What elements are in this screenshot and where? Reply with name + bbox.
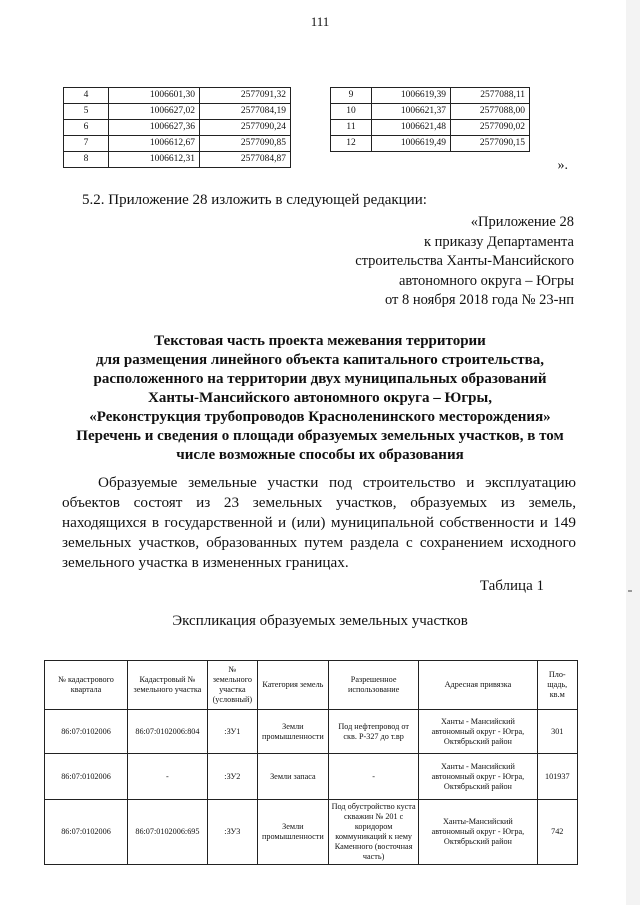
col-header: Адресная привязка <box>419 661 537 710</box>
coord-x: 1006612,31 <box>109 152 200 168</box>
table-cell: - <box>328 754 418 800</box>
coord-x: 1006619,49 <box>372 136 451 152</box>
point-number: 12 <box>331 136 372 152</box>
table-row <box>45 710 578 754</box>
table-header-row <box>45 661 578 710</box>
point-number: 5 <box>64 104 109 120</box>
appendix-header <box>254 213 574 311</box>
table-row <box>64 88 291 104</box>
table-row <box>64 136 291 152</box>
appendix-line: «Приложение 28 <box>470 214 574 230</box>
appendix-line: автономного округа – Югры <box>398 272 574 289</box>
table-row <box>45 800 578 865</box>
table-cell: :ЗУ3 <box>207 800 257 865</box>
title-line: для размещения линейного объекта капитального строительства, <box>96 352 544 368</box>
table-caption: Экспликация образуемых земельных участков <box>172 613 468 629</box>
title-line: расположенного на территории двух муниципальных образований <box>93 371 547 387</box>
title-line: Текстовая часть проекта межевания территории <box>154 333 486 349</box>
coord-x: 1006627,36 <box>109 120 200 136</box>
col-header: № кадастрового квартала <box>45 661 128 710</box>
table-cell: Ханты - Мансийский автономный округ - Югра, Октябрьский район <box>419 754 537 800</box>
document-title <box>20 332 620 427</box>
table-cell: Земли промышленности <box>257 800 328 865</box>
table-cell: Под нефтепровод от скв. Р-327 до т.вр <box>328 710 418 754</box>
coord-y: 2577088,00 <box>451 104 530 120</box>
table-row <box>331 104 530 120</box>
coord-x: 1006621,48 <box>372 120 451 136</box>
appendix-line: от 8 ноября 2018 года № 23-нп <box>384 292 574 308</box>
title-line: Ханты-Мансийского автономного округа – Югры, <box>148 390 492 406</box>
table-row <box>64 104 291 120</box>
col-header: Разрешенное использование <box>328 661 418 710</box>
table-cell: 742 <box>537 800 578 865</box>
col-header: Кадастровый № земельного участка <box>128 661 208 710</box>
section-heading <box>20 427 620 465</box>
heading-line: числе возможные способы их образования <box>176 447 464 463</box>
page-number: 111 <box>310 14 330 29</box>
table-row <box>64 152 291 168</box>
col-header: Пло-щадь, кв.м <box>537 661 578 710</box>
closing-quote: ». <box>557 158 568 173</box>
table-cell: Земли промышленности <box>257 710 328 754</box>
table-cell: 86:07:0102006 <box>45 710 128 754</box>
table-cell: Ханты - Мансийский автономный округ - Югра, Октябрьский район <box>419 710 537 754</box>
coord-y: 2577091,32 <box>200 88 291 104</box>
col-header: Категория земель <box>257 661 328 710</box>
table-row <box>45 754 578 800</box>
body-paragraph: Образуемые земельные участки под строительство и эксплуатацию объектов состоят из 23 земельных участков, образуемых из земель, находящихся в государственной и (или) муниципальной собственности и 149 земельных участков, образованных путем раздела с сохранением исходного земельного участка в измененных границах. <box>62 474 576 571</box>
clause-5-2: 5.2. Приложение 28 изложить в следующей редакции: <box>82 192 427 208</box>
appendix-line: строительства Ханты-Мансийского <box>355 253 574 269</box>
heading-line: Перечень и сведения о площади образуемых земельных участков, в том <box>76 428 564 444</box>
table-row <box>331 136 530 152</box>
coord-y: 2577090,85 <box>200 136 291 152</box>
coord-x: 1006627,02 <box>109 104 200 120</box>
col-header: № земельного участка (условный) <box>207 661 257 710</box>
table-cell: 86:07:0102006 <box>45 754 128 800</box>
coord-y: 2577090,24 <box>200 120 291 136</box>
coord-x: 1006601,30 <box>109 88 200 104</box>
coord-x: 1006621,37 <box>372 104 451 120</box>
table-cell: Ханты-Мансийский автономный округ - Югра, Октябрьский район <box>419 800 537 865</box>
table-row <box>331 88 530 104</box>
table-cell: - <box>128 754 208 800</box>
point-number: 4 <box>64 88 109 104</box>
explication-table <box>44 660 578 865</box>
scan-edge-mark <box>628 590 632 592</box>
table-row <box>64 120 291 136</box>
point-number: 11 <box>331 120 372 136</box>
point-number: 7 <box>64 136 109 152</box>
coord-y: 2577088,11 <box>451 88 530 104</box>
coord-y: 2577084,19 <box>200 104 291 120</box>
point-number: 6 <box>64 120 109 136</box>
coord-y: 2577090,15 <box>451 136 530 152</box>
scan-edge-strip <box>626 0 640 905</box>
appendix-line: к приказу Департамента <box>423 233 574 250</box>
point-number: 10 <box>331 104 372 120</box>
table-cell: Земли запаса <box>257 754 328 800</box>
table-cell: 86:07:0102006:695 <box>128 800 208 865</box>
coordinates-table-right <box>330 87 530 152</box>
coord-y: 2577090,02 <box>451 120 530 136</box>
coord-y: 2577084,87 <box>200 152 291 168</box>
coord-x: 1006619,39 <box>372 88 451 104</box>
table-cell: 86:07:0102006:804 <box>128 710 208 754</box>
title-line: «Реконструкция трубопроводов Красноленинского месторождения» <box>89 409 551 425</box>
point-number: 9 <box>331 88 372 104</box>
table-cell: Под обустройство куста скважин № 201 с коридором коммуникаций к нему Каменного (восточная часть) <box>328 800 418 865</box>
table-label: Таблица 1 <box>479 578 544 594</box>
table-cell: 301 <box>537 710 578 754</box>
point-number: 8 <box>64 152 109 168</box>
coord-x: 1006612,67 <box>109 136 200 152</box>
coordinates-table-left <box>63 87 291 168</box>
table-row <box>331 120 530 136</box>
table-cell: :ЗУ2 <box>207 754 257 800</box>
table-cell: :ЗУ1 <box>207 710 257 754</box>
table-cell: 86:07:0102006 <box>45 800 128 865</box>
table-cell: 101937 <box>537 754 578 800</box>
